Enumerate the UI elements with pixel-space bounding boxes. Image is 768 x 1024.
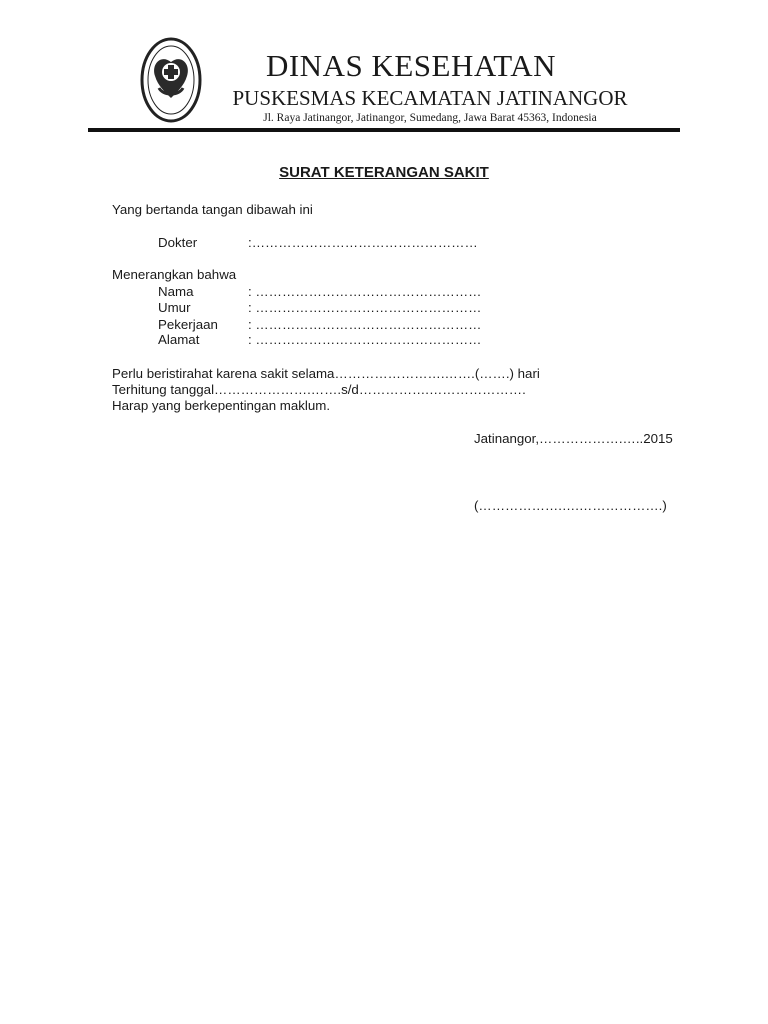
agency-subtitle: PUSKESMAS KECAMATAN JATINANGOR — [232, 86, 628, 110]
age-field: : …………………………………………… — [248, 300, 482, 315]
address-field: : …………………………………………… — [248, 332, 482, 347]
agency-address: Jl. Raya Jatinangor, Jatinangor, Sumedang, Jawa Barat 45363, Indonesia — [263, 112, 597, 124]
place-date: Jatinangor,……………….…..2015 — [474, 431, 673, 446]
address-label: Alamat — [158, 332, 200, 347]
document-title: SURAT KETERANGAN SAKIT — [279, 164, 489, 181]
rest-duration-line: Perlu beristirahat karena sakit selama…………………….…….(…….) hari — [112, 366, 540, 381]
closing-text: Harap yang berkepentingan maklum. — [112, 398, 331, 413]
agency-title: DINAS KESEHATAN — [265, 48, 557, 83]
letterhead-divider — [88, 128, 680, 132]
signature-line: (……………….….……………….) — [474, 498, 667, 513]
bakti-husada-emblem-icon — [139, 36, 203, 124]
occupation-field: : …………………………………………… — [248, 317, 482, 332]
letterhead — [0, 0, 768, 140]
doctor-label: Dokter — [158, 235, 198, 250]
explains-text: Menerangkan bahwa — [112, 267, 237, 282]
date-range-line: Terhitung tanggal………………….…….s/d…………….…………………. — [112, 382, 526, 397]
occupation-label: Pekerjaan — [158, 317, 218, 332]
name-field: : …………………………………………… — [248, 284, 482, 299]
doctor-field: :…………………………………………… — [248, 235, 478, 250]
name-label: Nama — [158, 284, 194, 299]
intro-text: Yang bertanda tangan dibawah ini — [112, 202, 313, 217]
age-label: Umur — [158, 300, 191, 315]
